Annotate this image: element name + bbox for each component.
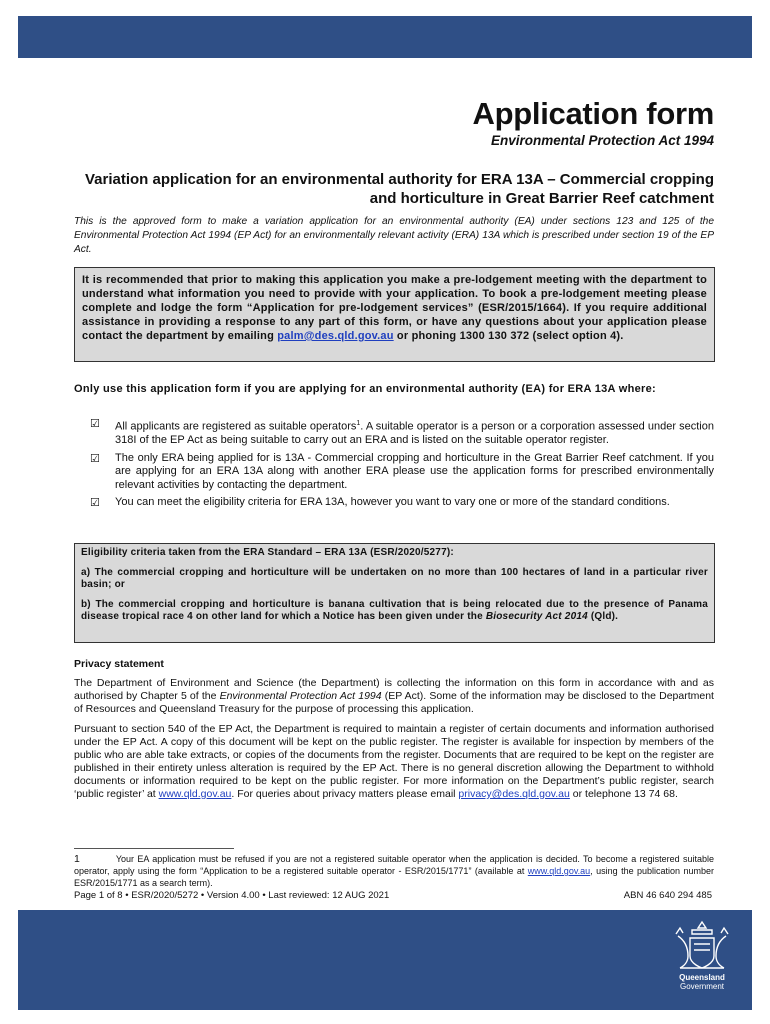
footer-band: [18, 910, 752, 1010]
criterion-text-b: . A suitable operator is a person or a corporation assessed under section 318I of the EP Act as being suitable to carry out an ERA and is listed on the suitable operator register.: [115, 420, 714, 447]
eligibility-b-end: (Qld).: [587, 611, 619, 622]
privacy-paragraph-2: [74, 723, 714, 801]
logo-name: Queensland: [679, 973, 725, 982]
page-subtitle: Environmental Protection Act 1994: [490, 133, 714, 148]
checkbox-checked-icon: ☑: [90, 496, 100, 510]
eligibility-box: [74, 543, 715, 643]
privacy-p1-b: (EP Act). Some of the information may be disclosed to the Department of Resources and Queensland Treasury for the purpose of processing this application.: [74, 690, 714, 715]
eligibility-b-text: b) The commercial cropping and horticulture is banana cultivation that is being relocated due to the presence of Panama disease tropical race 4 on other land for which a Notice has been given under the: [81, 598, 708, 622]
pre-lodgement-notice: [74, 267, 715, 362]
checkbox-checked-icon: ☑: [90, 417, 100, 430]
abn-number: ABN 46 640 294 485: [623, 890, 712, 901]
notice-text: It is recommended that prior to making this application you make a pre-lodgement meeting with the department to understand what information you need to provide with your application. To book a pre-lodgement meeting please complete and lodge the form “Application for pre-lodgement services” (ESR/2015/1664). If you require additional assistance in providing a response to any part of this form, or have any questions about your application please contact the department by emailing: [82, 274, 707, 342]
footnote-text-a: Your EA application must be refused if you are not a registered suitable operator when the application is decided. To become a registered suitable operator, apply using the form “Application to be a registered suitable operator - ESR/2015/1771” (available at: [74, 854, 714, 876]
privacy-paragraph-1: [74, 677, 714, 716]
criterion-text: [115, 417, 714, 448]
criterion-text: The only ERA being applied for is 13A - Commercial cropping and horticulture in the Great Barrier Reef catchment. If you are applying for an ERA 13A along with another ERA please use the application forms for prescribed environmentally relevant activities by contacting the department.: [115, 451, 714, 491]
privacy-p2-a: Pursuant to section 540 of the EP Act, the Department is required to maintain a register of certain documents and information authorised under the EP Act. A copy of this document will be kept on the public register. The register is available for inspection by members of the public who are able take extracts, or copies of the documents from the register. Documents that are required to be kept on the register are published in their entirety unless alteration is required by the EP Act. There is no general discretion allowing the Department to withhold documents or information required to be kept on the public register. For more information on the Department’s public register, search ‘public register’ at: [74, 723, 714, 800]
notice-email-link[interactable]: palm@des.qld.gov.au: [277, 330, 394, 342]
eligibility-b-act: Biosecurity Act 2014: [485, 611, 588, 622]
only-use-statement: Only use this application form if you are applying for an environmental authority (EA) for ERA 13A where:: [74, 383, 656, 395]
privacy-p2-b: . For queries about privacy matters please email: [231, 788, 459, 800]
checkbox-checked-icon: ☑: [90, 451, 100, 465]
footnote: [74, 853, 714, 889]
privacy-p1-a: The Department of Environment and Science (the Department) is collecting the information on this form in accordance with and as authorised by Chapter 5 of the: [74, 677, 714, 702]
eligibility-criterion-a: a) The commercial cropping and horticulture will be undertaken on no more than 100 hectares of land in a particular river basin; or: [81, 566, 708, 590]
form-heading: Variation application for an environmental authority for ERA 13A – Commercial cropping and horticulture in Great Barrier Reef catchment: [84, 171, 714, 207]
list-item: [90, 496, 714, 510]
footnote-text-b: , using the publication number ESR/2015/1771 as a search term).: [74, 866, 715, 888]
eligibility-criterion-b: [81, 599, 708, 624]
list-item: [90, 452, 714, 493]
privacy-p2-c: or telephone 13 74 68.: [569, 788, 678, 800]
footnote-number: 1: [74, 853, 80, 865]
header-band: [18, 16, 752, 58]
criterion-text: You can meet the eligibility criteria for ERA 13A, however you want to vary one or more of the standard conditions.: [115, 496, 670, 509]
logo-subname: Government: [679, 982, 725, 991]
page-title: Application form: [472, 96, 714, 131]
list-item: [90, 417, 714, 448]
privacy-heading: Privacy statement: [74, 658, 164, 670]
qld-gov-link[interactable]: www.qld.gov.au: [158, 788, 232, 800]
footnote-divider: [74, 848, 234, 849]
criteria-list: [90, 417, 714, 514]
logo-wordmark: [664, 973, 740, 991]
notice-text-end: or phoning 1300 130 372 (select option 4).: [393, 330, 624, 342]
intro-paragraph: This is the approved form to make a variation application for an environmental authority (EA) under sections 123 and 125 of the Environmental Protection Act 1994 (EP Act) for an environmentally relevant activity (ERA) 13A which is prescribed under section 19 of the EP Act.: [74, 216, 714, 255]
privacy-p1-act: Environmental Protection Act 1994: [219, 690, 382, 702]
criterion-text-a: All applicants are registered as suitable operators: [115, 420, 357, 433]
privacy-email-link[interactable]: privacy@des.qld.gov.au: [458, 788, 570, 800]
eligibility-heading: Eligibility criteria taken from the ERA Standard – ERA 13A (ESR/2020/5277):: [81, 547, 454, 558]
footnote-ref: 1: [356, 420, 361, 427]
footnote-link[interactable]: www.qld.gov.au: [527, 866, 591, 876]
page-footer-info: Page 1 of 8 • ESR/2020/5272 • Version 4.00 • Last reviewed: 12 AUG 2021: [74, 890, 390, 901]
